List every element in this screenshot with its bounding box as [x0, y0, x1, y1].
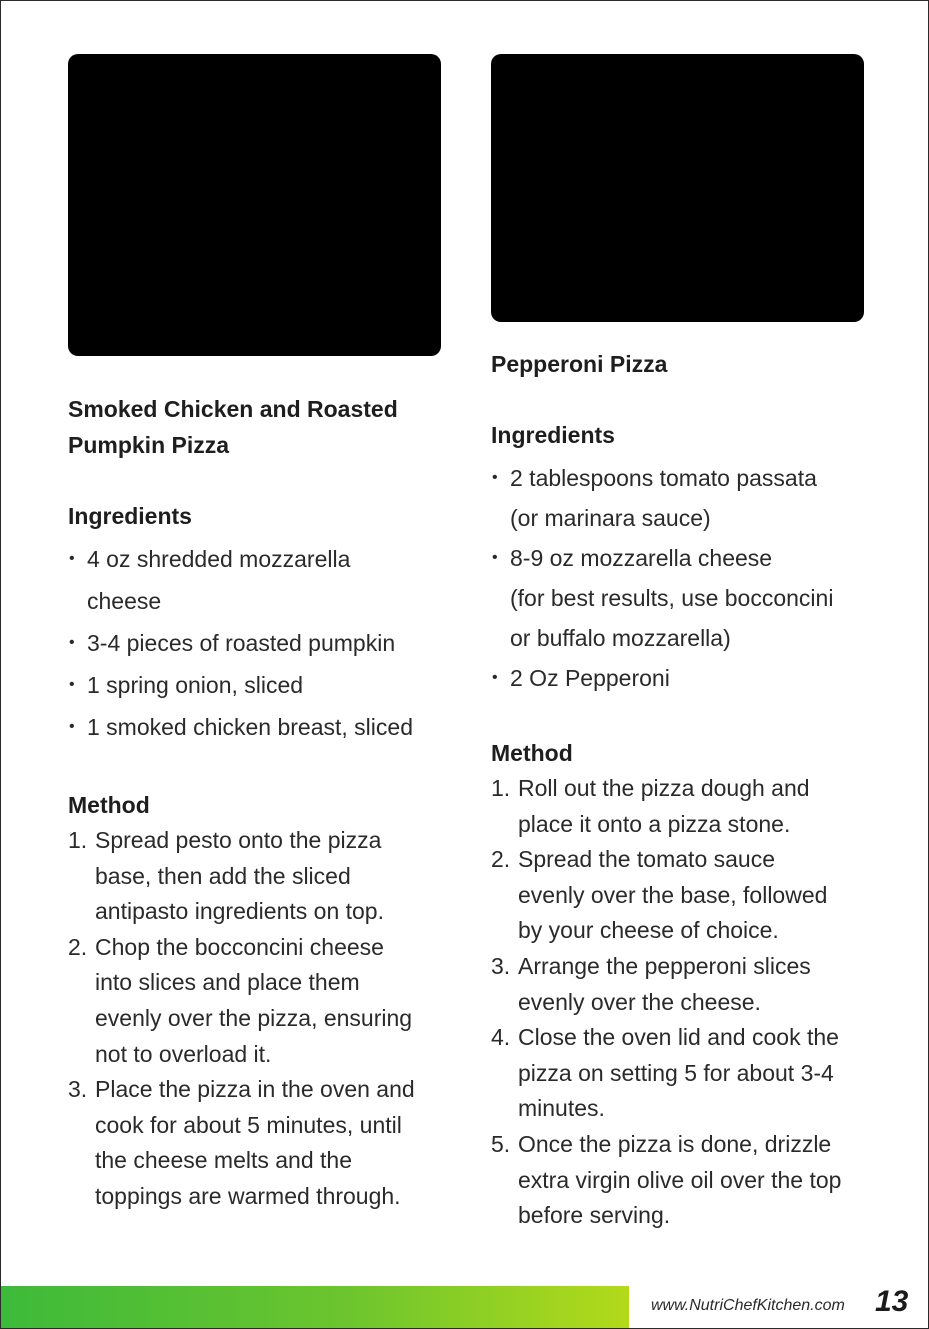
footer-url: www.NutriChefKitchen.com	[651, 1297, 845, 1314]
ingredients-list	[491, 458, 866, 698]
method-line: by your cheese of choice.	[518, 917, 779, 944]
ingredient-item: • 1 spring onion, sliced	[68, 664, 443, 706]
method-line: minutes.	[518, 1095, 605, 1122]
ingredient-item: • 1 smoked chicken breast, sliced	[68, 706, 443, 748]
ingredient-item: • 4 oz shredded mozzarella	[68, 538, 443, 580]
ingredient-item: or buffalo mozzarella)	[510, 625, 731, 651]
bullet-icon: •	[69, 718, 75, 735]
bullet-icon: •	[69, 550, 75, 567]
method-line: evenly over the base, followed	[518, 881, 828, 908]
ingredient-item: cheese	[87, 588, 162, 614]
method-line: toppings are warmed through.	[95, 1182, 401, 1209]
method-heading: Method	[68, 792, 150, 818]
method-heading: Method	[491, 740, 573, 766]
method-line: the cheese melts and the	[95, 1147, 352, 1174]
method-line: place it onto a pizza stone.	[518, 810, 791, 837]
method-line: 5. Once the pizza is done, drizzle	[491, 1130, 832, 1157]
method-line: 1. Roll out the pizza dough and	[491, 775, 810, 801]
method-line: base, then add the sliced	[95, 862, 351, 889]
page-number: 13	[875, 1285, 909, 1318]
ingredients-heading: Ingredients	[68, 503, 192, 529]
pizza-photo	[68, 54, 441, 356]
method-line: pizza on setting 5 for about 3-4	[518, 1059, 834, 1086]
ingredient-item: • 8-9 oz mozzarella cheese	[491, 538, 866, 578]
method-line: 3. Arrange the pepperoni slices	[491, 952, 811, 979]
ingredient-item: • 2 Oz Pepperoni	[491, 658, 866, 698]
ingredients-list	[68, 538, 443, 748]
ingredient-item: • 2 tablespoons tomato passata	[491, 458, 866, 498]
method-line: 2. Chop the bocconcini cheese	[68, 933, 384, 960]
method-line: 2. Spread the tomato sauce	[491, 846, 775, 873]
method-line: cook for about 5 minutes, until	[95, 1111, 402, 1138]
recipe-title: Pepperoni Pizza	[491, 351, 668, 377]
right-recipe-column	[491, 54, 866, 1234]
ingredients-heading: Ingredients	[491, 422, 615, 448]
bullet-icon: •	[492, 669, 498, 686]
method-line: 3. Place the pizza in the oven and	[68, 1076, 415, 1103]
recipe-title	[68, 391, 443, 463]
bullet-icon: •	[492, 469, 498, 486]
recipe-title-line: Pumpkin Pizza	[68, 432, 230, 458]
ingredient-item: (or marinara sauce)	[510, 505, 711, 531]
pizza-photo	[491, 54, 864, 322]
method-line: antipasto ingredients on top.	[95, 898, 384, 925]
method-list	[68, 823, 443, 1215]
method-line: before serving.	[518, 1202, 671, 1229]
method-line: 4. Close the oven lid and cook the	[491, 1024, 839, 1051]
method-line: into slices and place them	[95, 969, 360, 996]
ingredient-item: • 3-4 pieces of roasted pumpkin	[68, 622, 443, 664]
bullet-icon: •	[69, 634, 75, 651]
method-line: extra virgin olive oil over the top	[518, 1166, 842, 1193]
method-line: 1. Spread pesto onto the pizza	[68, 827, 382, 853]
method-line: not to overload it.	[95, 1040, 272, 1067]
recipe-title-line: Smoked Chicken and Roasted	[68, 396, 398, 422]
footer-gradient-bar	[1, 1286, 629, 1329]
ingredient-item: (for best results, use bocconcini	[510, 585, 834, 611]
bullet-icon: •	[492, 549, 498, 566]
bullet-icon: •	[69, 676, 75, 693]
method-line: evenly over the cheese.	[518, 988, 761, 1015]
method-line: evenly over the pizza, ensuring	[95, 1004, 413, 1031]
method-list	[491, 771, 866, 1234]
left-recipe-column	[68, 54, 443, 1215]
